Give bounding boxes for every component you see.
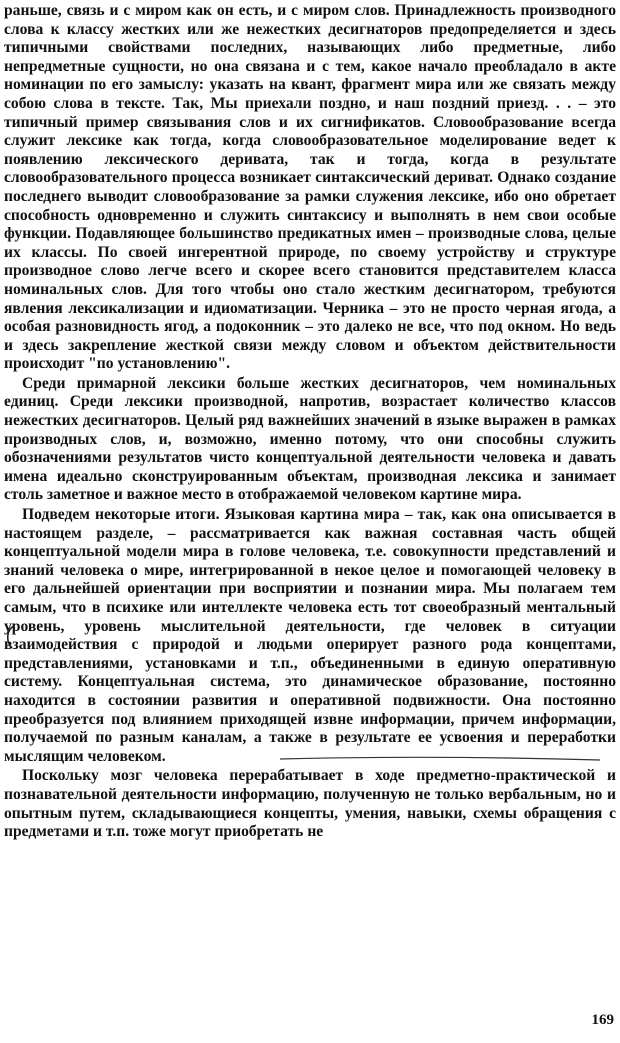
paragraph-3: Подведем некоторые итоги. Языковая картина мира – так, как она описывается в настоящем разделе, – рассматривается как важная составная часть общей концептуальной модели мира в голове человека, т.е. совокупности представлений и знаний человека о мире, интегрированной в некое целое и помогающей человеку в его дальнейшей ориентации при восприятии и познании мира. Мы полагаем тем самым, что в психике или интеллекте человека есть тот своеобразный ментальный уровень, уровень мыслительной деятельности, где человек в ситуации взаимодействия с природой и людьми оперирует разного рода концептами, представлениями, установками и т.п., объединенными в единую оперативную систему. Концептуальная система, это динамическое образование, постоянно находится в состоянии развития и оперативной подвижности. Она постоянно преобразуется под влиянием приходящей извне информации, причем информации, получаемой по разным каналам, а также в результате ее усвоения и переработки мыслящим человеком. [4,506,616,765]
paragraph-4: Поскольку мозг человека перерабатывает в ходе предметно-практической и познавательной деятельности информацию, полученную не только вербальным, но и опытным путем, складывающиеся концепты, умения, навыки, схемы обращения с предметами и т.п. тоже могут приобретать не [4,767,616,841]
paragraph-1: раньше, связь и с миром как он есть, и с миром слов. Принадлежность производного слова к классу жестких или же нежестких десигнаторов предопределяется и здесь типичными свойствами последних, называющих либо предметные, либо непредметные сущности, но она связана и с тем, какое начало преобладало в акте номинации по его замыслу: указать на квант, фрагмент мира или же связать между собою слова в тексте. Так, Мы приехали поздно, и наш поздний приезд. . . – это типичный пример связывания слов и их сигнификатов. Словообразование всегда служит лексике как тогда, когда словообразовательное моделирование ведет к появлению лексического деривата, так и тогда, когда в результате словообразовательного процесса возникает синтаксический дериват. Однако создание последнего выводит словообразование за рамки служения лексике, ибо оно обретает способность одновременно и служить синтаксису и выполнять в нем свои особые функции. Подавляющее большинство предикатных имен – производные слова, целые их классы. По своей ингерентной природе, по своему устройству и структуре производное слово легче всего и скорее всего становится представителем класса номинальных слов. Для того чтобы оно стало жестким десигнатором, требуются явления лексикализации и идиоматизации. Черника – это не просто черная ягода, а особая разновидность ягод, а подоконник – это далеко не все, что под окном. Но ведь и здесь закрепление жесткой связи между словом и объектом действительности происходит "по установлению". [4,2,616,373]
page-number: 169 [591,1012,614,1028]
book-page [4,2,616,1041]
paragraph-2: Среди примарной лексики больше жестких десигнаторов, чем номинальных единиц. Среди лексики производной, напротив, возрастает количество классов нежестких десигнаторов. Целый ряд важнейших значений в языке выражен в рамках производных слов, и, возможно, именно потому, что они способны служить обозначениями результатов чисто концептуальной деятельности человека и давать имена идеально сконструированным объектам, производная лексика и занимает столь заметное и важное место в отображаемой человеком картине мира. [4,374,616,504]
